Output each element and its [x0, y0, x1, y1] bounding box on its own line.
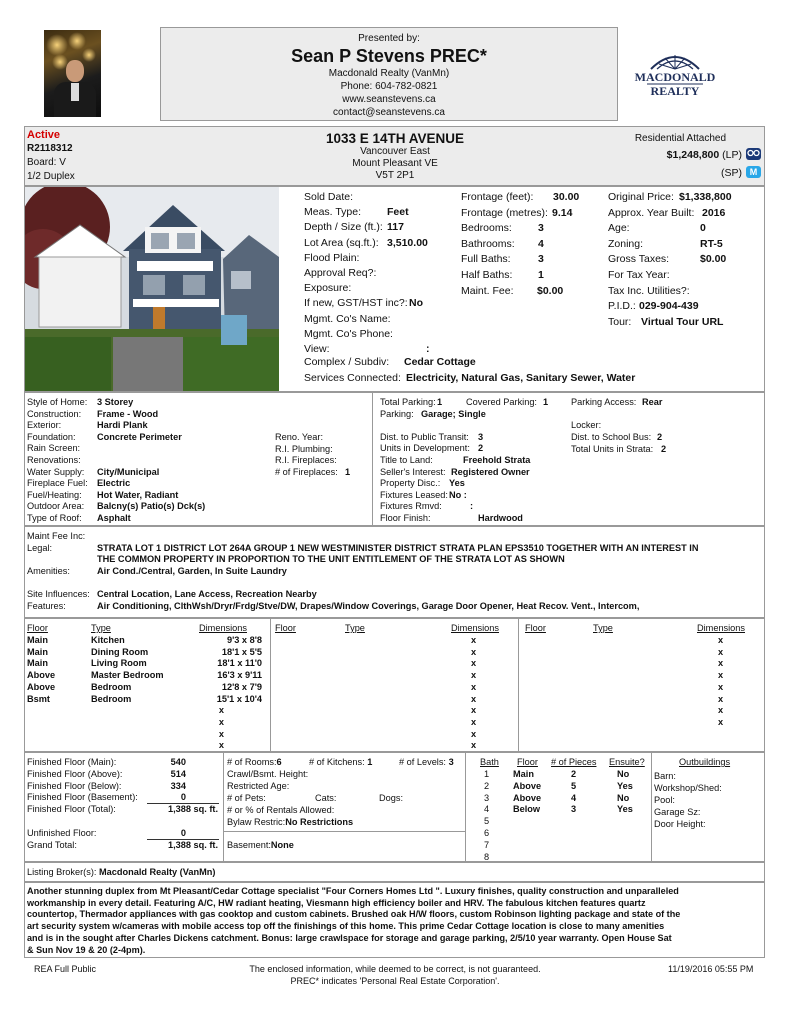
property-city: Vancouver East — [360, 146, 430, 157]
outbuilding-label: Workshop/Shed: — [654, 783, 722, 793]
kitchens-value: 1 — [367, 757, 373, 767]
fact-label: Age: — [608, 222, 630, 235]
fact-value: $0.00 — [700, 253, 727, 266]
fact-label: Original Price: — [608, 191, 674, 203]
area-label: Grand Total: — [27, 839, 77, 850]
covered-parking-value: 1 — [543, 397, 549, 407]
fact-label: Frontage (feet): — [461, 191, 534, 203]
footer-prec-note: PREC* indicates 'Personal Real Estate Corporation'. — [290, 975, 500, 986]
room-dimensions: x — [471, 635, 477, 645]
room-type: Kitchen — [91, 635, 125, 645]
room-dimensions: x — [471, 658, 477, 669]
detail-label: Outdoor Area: — [27, 501, 85, 512]
fact-label: Mgmt. Co's Name: — [304, 312, 391, 325]
property-postal: V5T 2P1 — [375, 170, 415, 181]
detail-value: City/Municipal — [97, 466, 160, 477]
legal-description-line1: STRATA LOT 1 DISTRICT LOT 264A GROUP 1 NEW WESTMINISTER DISTRICT STRATA PLAN EPS3510 TOGETHER WITH AN INTEREST IN — [97, 543, 699, 553]
detail-label: Fixtures Rmvd: — [380, 501, 442, 512]
legal-section — [24, 526, 765, 618]
fact-value[interactable]: Virtual Tour URL — [641, 315, 724, 328]
rooms-header: Type — [91, 623, 111, 633]
broker-section — [24, 862, 765, 882]
outbuilding-label: Garage Sz: — [654, 807, 701, 817]
bath-floor-header: Floor — [517, 757, 538, 767]
bath-number: 1 — [484, 769, 490, 779]
area-label: Finished Floor (Main): — [27, 757, 117, 767]
fact-label: Depth / Size (ft.): — [304, 221, 383, 234]
room-floor: Main — [27, 635, 48, 645]
room-dimensions: x — [218, 716, 224, 727]
parking-access-value: Rear — [642, 397, 663, 407]
list-price-suffix: (LP) — [722, 149, 742, 161]
bylaw-label: Bylaw Restric: — [227, 817, 286, 827]
detail-value: 3 — [478, 431, 484, 442]
room-floor: Main — [27, 658, 48, 669]
room-dimensions: x — [718, 670, 724, 681]
detail-label: R.I. Plumbing: — [275, 443, 333, 454]
rooms-header: Type — [345, 623, 365, 633]
room-dimensions: x — [218, 705, 224, 716]
rooms-header: Floor — [525, 623, 546, 633]
room-dimensions: 9'3 x 8'8 — [226, 635, 262, 645]
detail-label: Fuel/Heating: — [27, 489, 82, 500]
room-dimensions: x — [471, 705, 477, 716]
broker-value: Macdonald Realty (VanMn) — [99, 867, 216, 877]
remarks-line: and is in the sought after Charles Dickens catchment. Bonus: large crawlspace for storage and garage parking, 2/5/10 year warranty. Open House Sat — [27, 932, 672, 943]
detail-value: 1 — [345, 466, 351, 477]
fact-value: No — [409, 297, 423, 310]
bath-ensuite: No — [617, 792, 630, 803]
bath-pieces: 5 — [571, 780, 577, 791]
fact-label: Gross Taxes: — [608, 253, 670, 266]
fact-value: 029-904-439 — [639, 300, 699, 313]
restricted-age-label: Restricted Age: — [227, 781, 290, 791]
detail-label: Parking: — [380, 408, 414, 419]
room-dimensions: 12'8 x 7'9 — [221, 681, 262, 692]
bath-pieces: 4 — [571, 792, 577, 803]
fact-value: 4 — [538, 237, 544, 250]
bath-ensuite: Yes — [617, 804, 633, 815]
area-value: 0 — [180, 827, 186, 838]
detail-value: 3 Storey — [97, 397, 134, 407]
bath-ensuite-header: Ensuite? — [609, 757, 645, 767]
area-label: Finished Floor (Total): — [27, 804, 116, 815]
fact-label: If new, GST/HST inc?: — [304, 297, 408, 310]
fact-label: Tax Inc. Utilities?: — [608, 284, 690, 297]
bath-ensuite: No — [617, 769, 630, 779]
area-value: 1,388 sq. ft. — [167, 804, 218, 815]
area-value: 1,388 sq. ft. — [167, 839, 218, 850]
fact-label: Sold Date: — [304, 191, 354, 203]
fact-label: Full Baths: — [461, 253, 511, 266]
amenities-value: Air Cond./Central, Garden, In Suite Laundry — [97, 566, 287, 576]
fact-value: 3 — [538, 222, 544, 235]
site-influences-value: Central Location, Lane Access, Recreation Nearby — [97, 589, 317, 599]
levels-label: # of Levels: — [399, 757, 446, 767]
rooms-count-label: # of Rooms: — [227, 757, 277, 767]
bath-floor: Above — [513, 780, 542, 791]
fact-value: 3,510.00 — [387, 236, 428, 249]
agent-website[interactable]: www.seanstevens.ca — [342, 94, 436, 105]
detail-value: 2 — [478, 443, 484, 454]
bath-ensuite: Yes — [617, 780, 633, 791]
outbuilding-label: Pool: — [654, 795, 675, 805]
fact-value: RT-5 — [700, 237, 723, 250]
school-bus-value: 2 — [657, 432, 663, 442]
rooms-header: Type — [593, 623, 613, 633]
detail-label: # of Fireplaces: — [275, 466, 338, 477]
detail-value: Concrete Perimeter — [97, 431, 182, 442]
area-label: Finished Floor (Basement): — [27, 792, 138, 803]
room-dimensions: x — [718, 681, 724, 692]
agent-phone: Phone: 604-782-0821 — [340, 81, 438, 92]
room-dimensions: x — [218, 728, 224, 739]
rooms-header: Floor — [275, 623, 296, 633]
agent-photo — [44, 30, 101, 117]
sold-price-suffix: (SP) — [721, 167, 742, 179]
rooms-header: Floor — [27, 623, 48, 633]
dogs-label: Dogs: — [379, 793, 404, 803]
room-dimensions: x — [471, 670, 477, 681]
complex-label: Complex / Subdiv: — [304, 356, 390, 368]
levels-value: 3 — [448, 757, 454, 767]
bath-number: 4 — [484, 804, 490, 815]
remarks-section — [24, 882, 765, 958]
locker-label: Locker: — [571, 420, 602, 430]
room-dimensions: x — [718, 705, 724, 716]
detail-label: Reno. Year: — [275, 432, 324, 442]
detail-value: Hot Water, Radiant — [97, 489, 179, 500]
detail-label: Seller's Interest: — [380, 466, 446, 477]
detail-value: : — [470, 501, 474, 512]
area-value: 0 — [180, 792, 186, 803]
detail-value: Freehold Strata — [463, 455, 531, 465]
fact-value: 3 — [538, 253, 544, 266]
fact-value: 0 — [700, 222, 706, 235]
room-dimensions: x — [471, 716, 477, 727]
rooms-header: Dimensions — [451, 623, 499, 633]
amenities-label: Amenities: — [27, 566, 70, 576]
macdonald-realty-logo — [629, 47, 721, 99]
room-floor: Above — [27, 681, 56, 692]
area-value: 334 — [170, 780, 186, 791]
room-floor: Above — [27, 670, 56, 681]
strata-units-label: Total Units in Strata: — [571, 444, 654, 454]
bath-pieces: 3 — [571, 804, 577, 815]
detail-label: Title to Land: — [380, 455, 433, 465]
fact-label: Half Baths: — [461, 269, 513, 281]
footer-left: REA Full Public — [34, 964, 97, 974]
areas-section — [24, 752, 765, 862]
room-dimensions: x — [471, 693, 477, 704]
maint-fee-inc-label: Maint Fee Inc: — [27, 531, 86, 541]
detail-label: Foundation: — [27, 431, 76, 442]
cats-label: Cats: — [315, 793, 337, 803]
rooms-section — [24, 618, 765, 752]
site-influences-label: Site Influences: — [27, 589, 90, 599]
mls-number: R2118312 — [27, 143, 73, 154]
rooms-count-value: 6 — [276, 757, 282, 767]
detail-label: R.I. Fireplaces: — [275, 455, 337, 466]
room-type: Living Room — [91, 658, 147, 669]
remarks-line: countertop, Thermador appliances with gas cooktop and custom cabinets. Brushed oak H/W floors, custom Robinson lighting package and state of the — [27, 909, 681, 920]
area-value: 514 — [170, 768, 186, 779]
fact-label: Flood Plain: — [304, 251, 360, 264]
covered-parking-label: Covered Parking: — [466, 397, 537, 407]
fact-label: Exposure: — [304, 282, 352, 295]
remarks-line: workmanship in every detail. Featuring A/C, HW radiant heating, Viesmann high efficiency boiler and HRV. The fabulous kitchen features quartz — [27, 897, 646, 908]
detail-value: Yes — [449, 478, 465, 489]
fact-label: Lot Area (sq.ft.): — [304, 236, 379, 249]
remarks-line: Another stunning duplex from Mt Pleasant/Cedar Cottage specialist "Four Corners Homes Ltd ". Luxury finishes, quality construction and unparalleled — [27, 886, 679, 896]
fact-label: Bedrooms: — [461, 222, 512, 235]
listing-band — [24, 126, 765, 186]
fact-label: Maint. Fee: — [461, 284, 514, 297]
room-dimensions: x — [218, 740, 224, 751]
detail-label: Dist. to Public Transit: — [380, 431, 469, 442]
fact-label: Approval Req?: — [304, 267, 377, 279]
bath-number: 8 — [484, 851, 490, 862]
bath-floor: Below — [513, 804, 541, 815]
fact-label: For Tax Year: — [608, 269, 670, 281]
detail-label: Style of Home: — [27, 397, 88, 407]
presenter-box — [160, 27, 618, 121]
footer-disclaimer: The enclosed information, while deemed to be correct, is not guaranteed. — [249, 964, 541, 974]
basement-label: Basement: — [227, 840, 271, 850]
area-label: Finished Floor (Above): — [27, 768, 123, 779]
parking-access-label: Parking Access: — [571, 397, 637, 407]
fact-value: : — [426, 343, 430, 355]
fact-label: P.I.D.: — [608, 300, 636, 313]
kitchens-label: # of Kitchens: — [309, 757, 365, 767]
area-label: Finished Floor (Below): — [27, 780, 122, 791]
crawl-height-label: Crawl/Bsmt. Height: — [227, 769, 309, 779]
bath-floor: Main — [513, 769, 534, 779]
property-photo[interactable] — [25, 187, 279, 391]
detail-label: Construction: — [27, 408, 82, 419]
fact-label: Mgmt. Co's Phone: — [304, 327, 393, 340]
remarks-line: art security system w/cameras with mobile access top off the finishings of this home. This prime Cedar Cottage location is close to many amenities — [27, 921, 665, 932]
rooms-header: Dimensions — [697, 623, 745, 633]
features-value: Air Conditioning, ClthWsh/Dryr/Frdg/Stve/DW, Drapes/Window Coverings, Garage Door Opener, Heat Recov. Vent., Intercom, — [97, 601, 640, 611]
agent-name: Sean P Stevens PREC* — [291, 46, 487, 66]
fact-label: Frontage (metres): — [461, 206, 548, 219]
fact-value: 1 — [538, 269, 544, 281]
room-dimensions: x — [718, 646, 724, 657]
room-dimensions: 16'3 x 9'11 — [217, 670, 262, 681]
fact-value: 9.14 — [552, 206, 573, 219]
room-type: Master Bedroom — [91, 670, 164, 681]
detail-label: Floor Finish: — [380, 513, 431, 523]
dwelling-type: 1/2 Duplex — [27, 171, 75, 182]
fact-value: 2016 — [702, 206, 726, 219]
remarks-line: & Sun Nov 19 & 20 (2-4pm). — [27, 944, 146, 955]
room-type: Bedroom — [91, 681, 132, 692]
detail-label: Water Supply: — [27, 466, 85, 477]
fact-label: Bathrooms: — [461, 237, 515, 250]
features-label: Features: — [27, 601, 66, 611]
bath-number: 7 — [484, 839, 490, 850]
pets-label: # of Pets: — [227, 793, 266, 803]
detail-value: Electric — [97, 478, 131, 489]
fact-label: Approx. Year Built: — [608, 206, 695, 219]
room-dimensions: 18'1 x 11'0 — [217, 658, 262, 669]
presented-by-label: Presented by: — [358, 33, 420, 44]
legal-label: Legal: — [27, 543, 53, 553]
fact-label: Tour: — [608, 315, 632, 328]
room-dimensions: x — [471, 728, 477, 739]
fact-label: Meas. Type: — [304, 206, 362, 219]
glasses-icon[interactable] — [746, 148, 761, 160]
fact-value: 117 — [387, 221, 404, 234]
room-dimensions: 15'1 x 10'4 — [216, 693, 262, 704]
bath-floor: Above — [513, 792, 542, 803]
rentals-label: # or % of Rentals Allowed: — [227, 805, 335, 815]
bath-header: Bath — [480, 757, 499, 767]
brokerage-name: Macdonald Realty (VanMn) — [328, 68, 450, 79]
property-category: Residential Attached — [634, 133, 726, 144]
detail-label: Fixtures Leased: — [380, 489, 448, 500]
complex-value: Cedar Cottage — [404, 356, 476, 368]
detail-label: Units in Development: — [380, 443, 470, 454]
detail-label: Fireplace Fuel: — [27, 478, 88, 489]
bath-pieces-header: # of Pieces — [551, 757, 597, 767]
logo-line1: MACDONALD — [634, 70, 716, 84]
rooms-header: Dimensions — [199, 623, 247, 633]
board-label: Board: V — [27, 157, 66, 168]
detail-value: Balcny(s) Patio(s) Dck(s) — [97, 501, 206, 512]
detail-value: Hardwood — [478, 513, 523, 523]
detail-value: Garage; Single — [421, 408, 486, 419]
detail-label: Exterior: — [27, 420, 62, 431]
detail-value: Frame - Wood — [97, 408, 159, 419]
media-icon[interactable]: M — [746, 166, 761, 178]
logo-line2: REALTY — [650, 84, 700, 98]
room-dimensions: x — [718, 716, 724, 727]
detail-label: Total Parking: — [380, 397, 436, 407]
room-dimensions: 18'1 x 5'5 — [221, 646, 262, 657]
bath-pieces: 2 — [571, 769, 577, 779]
fact-value: $1,338,800 — [679, 191, 732, 203]
detail-value: No : — [449, 489, 467, 500]
detail-value: Asphalt — [97, 513, 131, 523]
detail-value: Registered Owner — [451, 466, 530, 477]
area-value: 540 — [170, 757, 186, 767]
broker-label: Listing Broker(s): — [27, 867, 97, 877]
detail-label: Renovations: — [27, 455, 81, 465]
area-label: Unfinished Floor: — [27, 827, 97, 838]
details-section — [24, 392, 765, 526]
bath-number: 6 — [484, 828, 490, 838]
outbuilding-label: Barn: — [654, 771, 676, 781]
agent-email[interactable]: contact@seanstevens.ca — [333, 107, 445, 118]
room-dimensions: x — [471, 646, 477, 657]
room-dimensions: x — [471, 681, 477, 692]
room-dimensions: x — [718, 693, 724, 704]
detail-label: Rain Screen: — [27, 443, 81, 454]
detail-label: Property Disc.: — [380, 478, 441, 489]
bath-number: 3 — [484, 792, 490, 803]
services-label: Services Connected: — [304, 372, 401, 384]
room-floor: Bsmt — [27, 693, 50, 704]
list-price: $1,248,800 — [666, 149, 720, 161]
detail-value: 1 — [437, 397, 443, 407]
legal-description-line2: THE COMMON PROPERTY IN PROPORTION TO THE UNIT ENTITLEMENT OF THE STRATA LOT AS SHOWN — [97, 554, 565, 564]
fact-label: Zoning: — [608, 237, 644, 250]
property-address: 1033 E 14TH AVENUE — [325, 131, 465, 146]
room-dimensions: x — [718, 658, 724, 669]
basement-value: None — [270, 840, 294, 850]
room-type: Dining Room — [91, 646, 149, 657]
detail-label: Type of Roof: — [27, 513, 82, 523]
fact-value: 30.00 — [553, 191, 580, 203]
outbuildings-header: Outbuildings — [679, 757, 731, 767]
outbuilding-label: Door Height: — [654, 819, 706, 829]
room-floor: Main — [27, 646, 48, 657]
room-dimensions: x — [471, 740, 477, 751]
fact-value: $0.00 — [537, 284, 564, 297]
footer-timestamp: 11/19/2016 05:55 PM — [668, 964, 754, 974]
room-dimensions: x — [718, 635, 724, 645]
fact-value: Feet — [387, 206, 409, 219]
bath-number: 5 — [484, 816, 490, 827]
room-type: Bedroom — [91, 693, 132, 704]
status-badge: Active — [27, 129, 61, 141]
strata-units-value: 2 — [661, 444, 667, 454]
services-value: Electricity, Natural Gas, Sanitary Sewer, Water — [406, 372, 636, 384]
bath-number: 2 — [484, 780, 490, 791]
detail-value: Hardi Plank — [97, 420, 148, 431]
school-bus-label: Dist. to School Bus: — [571, 432, 652, 442]
facts-section — [24, 186, 765, 392]
fact-label: View: — [304, 343, 330, 355]
bylaw-value: No Restrictions — [285, 817, 354, 827]
property-area: Mount Pleasant VE — [352, 158, 438, 169]
